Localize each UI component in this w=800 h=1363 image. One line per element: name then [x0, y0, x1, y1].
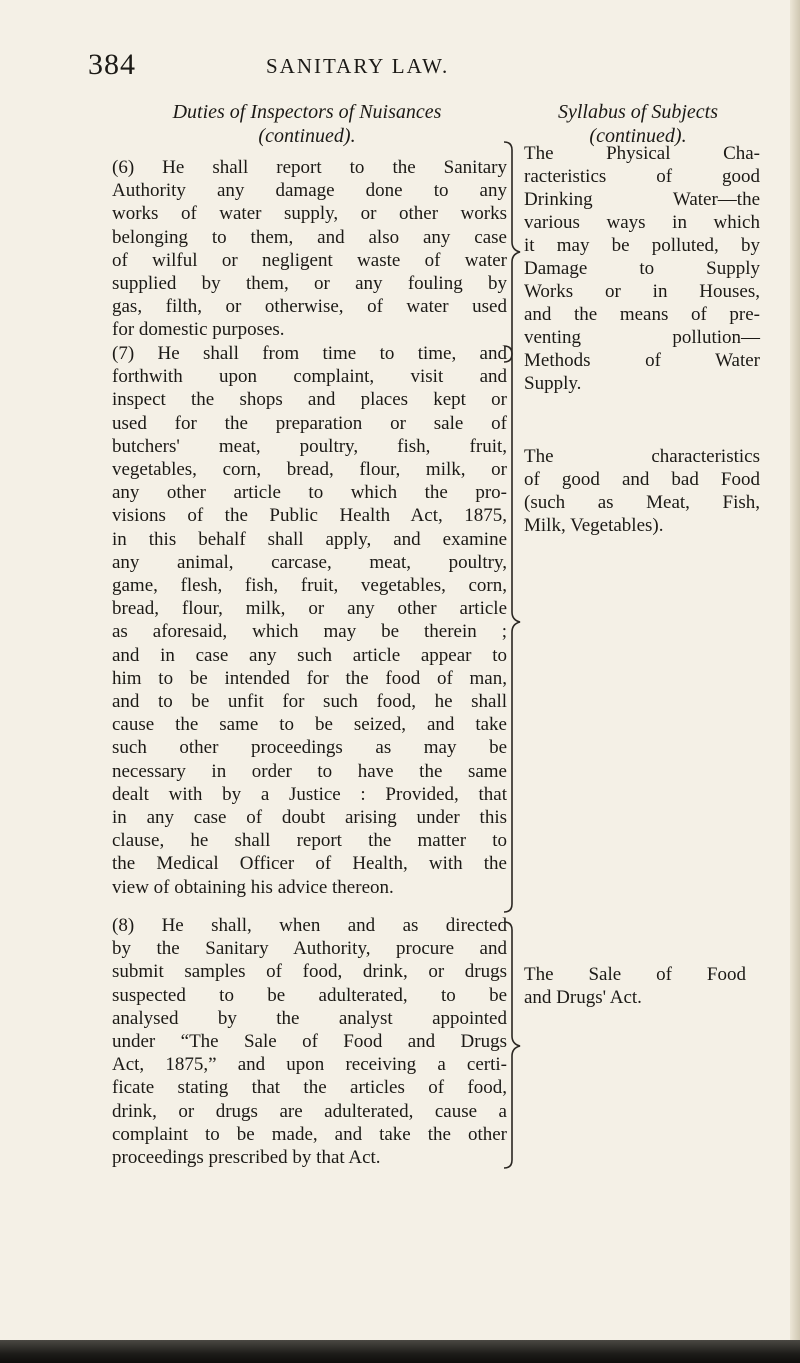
text-line: proceedings prescribed by that Act. — [112, 1147, 381, 1169]
paragraph-7 — [112, 342, 507, 899]
text-line: any animal, carcase, meat, poultry, — [112, 551, 507, 573]
text-line: Methods of Water — [524, 350, 760, 371]
page-number: 384 — [88, 48, 136, 81]
page-header — [88, 48, 728, 88]
text-line: in any case of doubt arising under this — [112, 807, 507, 829]
text-line: game, flesh, fish, fruit, vegetables, corn, — [112, 575, 507, 597]
text-line: The characteristics — [524, 446, 760, 467]
text-line: for domestic purposes. — [112, 319, 285, 341]
text-line: butchers' meat, poultry, fish, fruit, — [112, 435, 507, 457]
left-column-title: Duties of Inspectors of Nuisances — [172, 101, 442, 123]
text-line: Authority any damage done to any — [112, 180, 507, 202]
right-column-heading — [518, 100, 758, 148]
text-line: it may be polluted, by — [524, 235, 760, 256]
text-line: and in case any such article appear to — [112, 644, 507, 666]
text-line: racteristics of good — [524, 166, 760, 187]
text-line: complaint to be made, and take the other — [112, 1123, 507, 1145]
text-line: (6) He shall report to the Sanitary — [112, 157, 507, 178]
text-line: Milk, Vegetables). — [524, 515, 664, 536]
text-line: visions of the Public Health Act, 1875, — [112, 505, 507, 527]
text-line: The Physical Cha- — [524, 143, 760, 164]
text-line: the Medical Officer of Health, with the — [112, 853, 507, 875]
text-line: dealt with by a Justice : Provided, that — [112, 783, 507, 805]
text-line: by the Sanitary Authority, procure and — [112, 938, 507, 960]
text-line: and Drugs' Act. — [524, 987, 642, 1008]
text-line: Supply. — [524, 373, 582, 394]
text-line: such other proceedings as may be — [112, 737, 507, 759]
sidenote-food-characteristics — [524, 445, 760, 537]
text-line: works of water supply, or other works — [112, 203, 507, 225]
text-line: in this behalf shall apply, and examine — [112, 528, 507, 550]
brace-paragraph-8 — [500, 918, 524, 1172]
page-edge — [790, 0, 800, 1363]
brace-paragraph-7 — [500, 342, 524, 916]
left-column-title-note: (continued). — [258, 125, 356, 147]
text-line: supplied by them, or any fouling by — [112, 273, 507, 295]
text-line: of wilful or negligent waste of water — [112, 249, 507, 271]
text-line: clause, he shall report the matter to — [112, 830, 507, 852]
sidenote-sale-of-food-act — [524, 963, 746, 1009]
text-line: of good and bad Food — [524, 469, 760, 490]
text-line: suspected to be adulterated, to be — [112, 984, 507, 1006]
text-line: various ways in which — [524, 212, 760, 233]
text-line: used for the preparation or sale of — [112, 412, 507, 434]
text-line: as aforesaid, which may be therein ; — [112, 621, 507, 643]
text-line: Works or in Houses, — [524, 281, 760, 302]
text-line: ficate stating that the articles of food, — [112, 1077, 507, 1099]
text-line: forthwith upon complaint, visit and — [112, 366, 507, 388]
text-line: and to be unfit for such food, he shall — [112, 691, 507, 713]
text-line: necessary in order to have the same — [112, 760, 507, 782]
text-line: him to be intended for the food of man, — [112, 667, 507, 689]
text-line: Drinking Water—the — [524, 189, 760, 210]
text-line: inspect the shops and places kept or — [112, 389, 507, 411]
text-line: analysed by the analyst appointed — [112, 1007, 507, 1029]
text-line: (such as Meat, Fish, — [524, 492, 760, 513]
paragraph-6 — [112, 156, 507, 342]
page-bottom-shadow — [0, 1340, 800, 1363]
text-line: bread, flour, milk, or any other article — [112, 598, 507, 620]
text-line: belonging to them, and also any case — [112, 226, 507, 248]
paragraph-8 — [112, 914, 507, 1169]
text-line: venting pollution— — [524, 327, 760, 348]
text-line: under “The Sale of Food and Drugs — [112, 1031, 507, 1053]
brace-paragraph-6 — [500, 138, 524, 366]
text-line: (8) He shall, when and as directed — [112, 915, 507, 936]
text-line: drink, or drugs are adulterated, cause a — [112, 1100, 507, 1122]
text-line: cause the same to be seized, and take — [112, 714, 507, 736]
left-column-heading — [112, 100, 502, 148]
text-line: Act, 1875,” and upon receiving a certi- — [112, 1054, 507, 1076]
text-line: The Sale of Food — [524, 964, 746, 985]
text-line: vegetables, corn, bread, flour, milk, or — [112, 459, 507, 481]
text-line: view of obtaining his advice thereon. — [112, 876, 394, 898]
sidenote-drinking-water — [524, 142, 760, 395]
right-column-title: Syllabus of Subjects — [558, 101, 718, 123]
text-line: gas, filth, or otherwise, of water used — [112, 296, 507, 318]
text-line: Damage to Supply — [524, 258, 760, 279]
text-line: (7) He shall from time to time, and — [112, 343, 507, 364]
text-line: submit samples of food, drink, or drugs — [112, 961, 507, 983]
text-line: any other article to which the pro- — [112, 482, 507, 504]
right-column-title-note: (continued). — [589, 125, 687, 147]
text-line: and the means of pre- — [524, 304, 760, 325]
running-head: SANITARY LAW. — [266, 54, 450, 78]
